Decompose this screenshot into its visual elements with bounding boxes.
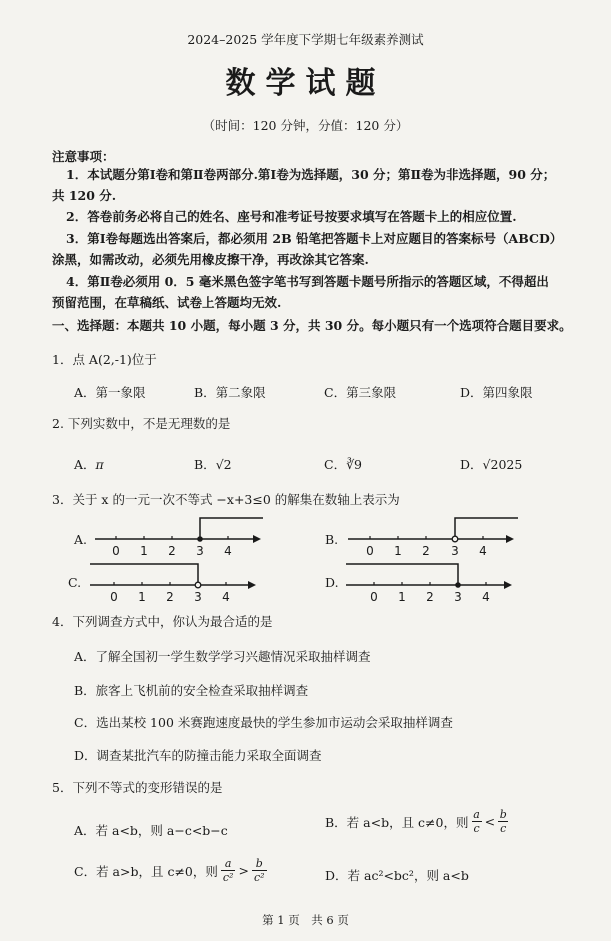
notice-line: 预留范围，在草稿纸、试卷上答题均无效. <box>52 295 282 310</box>
notice-line: 涂黑，如需改动，必须先用橡皮擦干净，再改涂其它答案. <box>52 252 369 267</box>
svg-text:2: 2 <box>166 590 174 604</box>
notice-line: 1．本试题分第Ⅰ卷和第Ⅱ卷两部分.第Ⅰ卷为选择题，30 分；第Ⅱ卷为非选择题，90 分； <box>66 167 556 182</box>
q3-option-a-label: A. <box>74 532 88 547</box>
fraction: a c <box>473 808 480 835</box>
svg-text:0: 0 <box>366 544 374 558</box>
fraction: a c² <box>222 857 234 884</box>
notice-line: 3．第Ⅰ卷每题选出答案后，都必须用 2B 铅笔把答题卡上对应题目的答案标号（ABCD） <box>66 231 563 246</box>
q5-option-d: D．若 ac²<bc²，则 a<b <box>325 868 469 883</box>
svg-text:1: 1 <box>394 544 402 558</box>
q2-stem: 2. 下列实数中，不是无理数的是 <box>52 416 231 431</box>
svg-text:4: 4 <box>482 590 490 604</box>
svg-text:2: 2 <box>426 590 434 604</box>
svg-text:3: 3 <box>194 590 202 604</box>
svg-text:0: 0 <box>112 544 120 558</box>
q1-option-b: B．第二象限 <box>194 385 266 400</box>
svg-text:0: 0 <box>110 590 118 604</box>
q4-option-a: A．了解全国初一学生数学学习兴趣情况采取抽样调查 <box>74 649 371 664</box>
q5-option-a: A．若 a<b，则 a−c<b−c <box>74 823 228 838</box>
page-number: 第 1 页 共 6 页 <box>262 913 349 927</box>
svg-text:0: 0 <box>370 590 378 604</box>
q3-stem: 3．关于 x 的一元一次不等式 −x+3≤0 的解集在数轴上表示为 <box>52 492 400 507</box>
exam-title: 数学试题 <box>225 66 386 101</box>
notice-line: 4．第Ⅱ卷必须用 0．5 毫米黑色签字笔书写到答题卡题号所指示的答题区域，不得超出 <box>66 274 549 289</box>
notice-heading: 注意事项： <box>52 149 115 164</box>
q2-option-c: C．∛9 <box>324 457 362 472</box>
q3-option-b-label: B. <box>325 532 339 547</box>
exam-subtitle: 2024–2025 学年度下学期七年级素养测试 <box>187 32 424 47</box>
svg-text:4: 4 <box>222 590 230 604</box>
q3-number-line-a <box>95 514 265 560</box>
svg-text:1: 1 <box>138 590 146 604</box>
q2-option-d: D．√2025 <box>460 457 523 472</box>
svg-text:3: 3 <box>196 544 204 558</box>
q2-option-a: A．π <box>74 457 104 472</box>
svg-text:1: 1 <box>398 590 406 604</box>
q3-number-line-d <box>346 560 516 606</box>
svg-text:2: 2 <box>422 544 430 558</box>
fraction: b c <box>499 808 507 835</box>
q1-option-d: D．第四象限 <box>460 385 533 400</box>
q3-number-line-c <box>90 560 260 606</box>
svg-text:3: 3 <box>451 544 459 558</box>
svg-text:2: 2 <box>168 544 176 558</box>
svg-text:1: 1 <box>140 544 148 558</box>
q5-stem: 5．下列不等式的变形错误的是 <box>52 780 223 795</box>
q2-option-b: B．√2 <box>194 457 232 472</box>
q3-number-line-b <box>348 514 518 560</box>
q4-option-d: D．调查某批汽车的防撞击能力采取全面调查 <box>74 748 322 763</box>
notice-line: 2．答卷前务必将自己的姓名、座号和准考证号按要求填写在答题卡上的相应位置. <box>66 209 517 224</box>
q5-option-c: C．若 a>b，且 c≠0，则 a c² > b c² <box>74 857 265 884</box>
q4-option-b: B．旅客上飞机前的安全检查采取抽样调查 <box>74 683 309 698</box>
q5-option-b: B．若 a<b，且 c≠0，则 a c < b c <box>325 808 507 835</box>
q1-option-c: C．第三象限 <box>324 385 397 400</box>
time-info: （时间：120 分钟，分值：120 分） <box>202 118 409 133</box>
svg-text:4: 4 <box>224 544 232 558</box>
q3-option-d-label: D. <box>325 575 339 590</box>
q1-stem: 1．点 A(2,-1)位于 <box>52 352 157 367</box>
section-heading: 一、选择题：本题共 10 小题，每小题 3 分，共 30 分。每小题只有一个选项符合题目要求。 <box>52 318 572 333</box>
q4-stem: 4．下列调查方式中，你认为最合适的是 <box>52 614 273 629</box>
fraction: b c² <box>253 857 265 884</box>
svg-text:3: 3 <box>454 590 462 604</box>
q3-option-c-label: C. <box>68 575 82 590</box>
svg-text:4: 4 <box>479 544 487 558</box>
q4-option-c: C．选出某校 100 米赛跑速度最快的学生参加市运动会采取抽样调查 <box>74 715 453 730</box>
notice-line: 共 120 分. <box>52 188 117 203</box>
q1-option-a: A．第一象限 <box>74 385 146 400</box>
